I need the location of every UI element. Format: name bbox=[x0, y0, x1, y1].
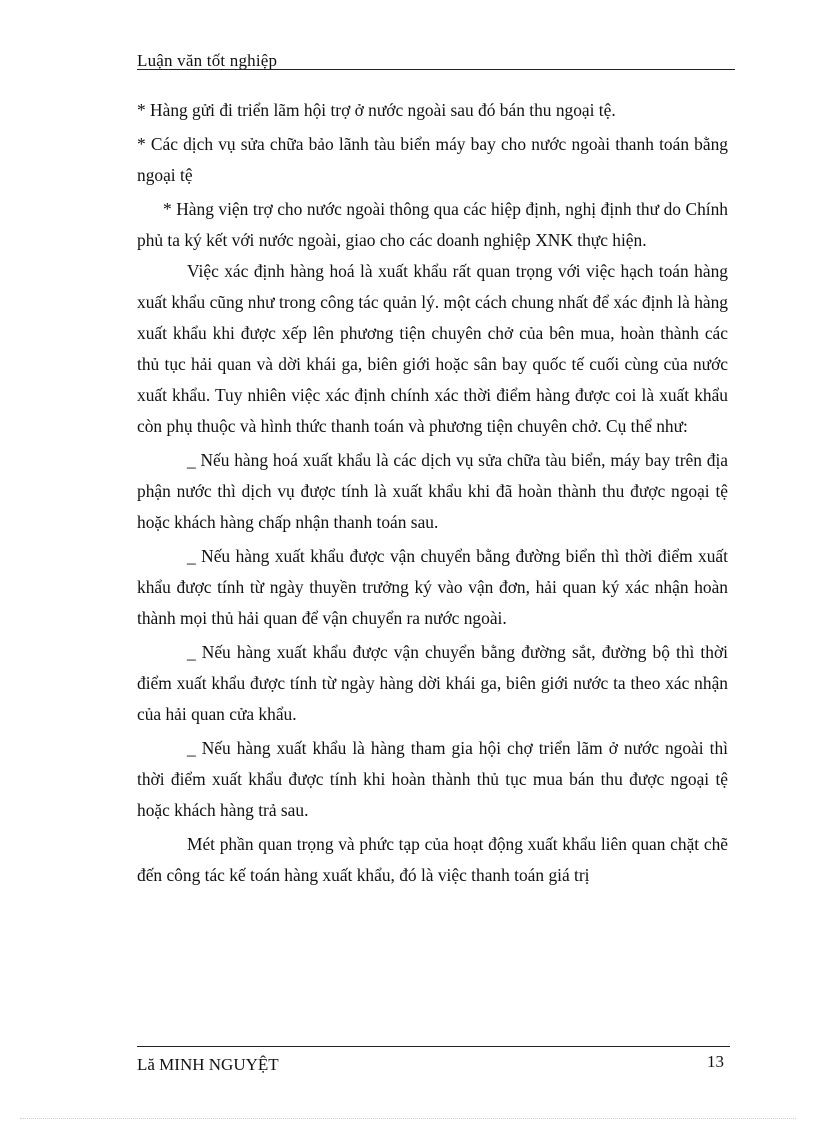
paragraph: * Hàng viện trợ cho nước ngoài thông qua các hiệp định, nghị định thư do Chính phủ ta ký kết với nước ngoài, giao cho các doanh nghiệp XNK thực hiện. bbox=[137, 199, 728, 250]
header-rule bbox=[137, 69, 735, 70]
paragraph: Việc xác định hàng hoá là xuất khẩu rất quan trọng với việc hạch toán hàng xuất khẩu cũng như trong công tác quản lý. một cách chung nhất để xác định là hàng xuất khẩu khi được xếp lên phương tiện chuyên chở của bên mua, hoàn thành các thủ tục hải quan và dời khái ga, biên giới hoặc sân bay quốc tế cuối cùng của nước xuất khẩu. Tuy nhiên việc xác định chính xác thời điểm hàng được coi là xuất khẩu còn phụ thuộc và hình thức thanh toán và phương tiện chuyên chở. Cụ thể như: bbox=[137, 261, 728, 436]
paragraph: * Hàng gửi đi triển lãm hội trợ ở nước ngoài sau đó bán thu ngoại tệ. bbox=[137, 100, 616, 120]
footer-rule bbox=[137, 1046, 730, 1047]
page-edge-divider bbox=[20, 1118, 796, 1119]
page-number: 13 bbox=[707, 1052, 724, 1071]
footer-author: Lă MINH NGUYỆT bbox=[137, 1055, 279, 1074]
paragraph: _ Nếu hàng xuất khẩu được vận chuyển bằng đường biển thì thời điểm xuất khẩu được tính từ ngày thuyền trưởng ký vào vận đơn, hải quan ký xác nhận hoàn thành mọi thủ hải quan để vận chuyển ra nước ngoài. bbox=[137, 546, 728, 628]
paragraph: _ Nếu hàng xuất khẩu là hàng tham gia hội chợ triển lãm ở nước ngoài thì thời điểm xuất khẩu được tính khi hoàn thành thủ tục mua bán thu được ngoại tệ hoặc khách hàng trả sau. bbox=[137, 738, 728, 820]
paragraph: _ Nếu hàng hoá xuất khẩu là các dịch vụ sửa chữa tàu biển, máy bay trên địa phận nước thì dịch vụ được tính là xuất khẩu khi đã hoàn thành thu được ngoại tệ hoặc khách hàng chấp nhận thanh toán sau. bbox=[137, 450, 728, 532]
paragraph: _ Nếu hàng xuất khẩu được vận chuyển bằng đường sắt, đường bộ thì thời điểm xuất khẩu được tính từ ngày hàng dời khái ga, biên giới nước ta theo xác nhận của hải quan cửa khẩu. bbox=[137, 642, 728, 724]
body-text bbox=[137, 95, 728, 891]
paragraph: * Các dịch vụ sửa chữa bảo lãnh tàu biển máy bay cho nước ngoài thanh toán bằng ngoại tệ bbox=[137, 134, 728, 185]
running-header: Luận văn tốt nghiệp bbox=[137, 51, 278, 70]
paragraph: Mét phần quan trọng và phức tạp của hoạt động xuất khẩu liên quan chặt chẽ đến công tác kế toán hàng xuất khẩu, đó là việc thanh toán giá trị bbox=[137, 834, 728, 885]
